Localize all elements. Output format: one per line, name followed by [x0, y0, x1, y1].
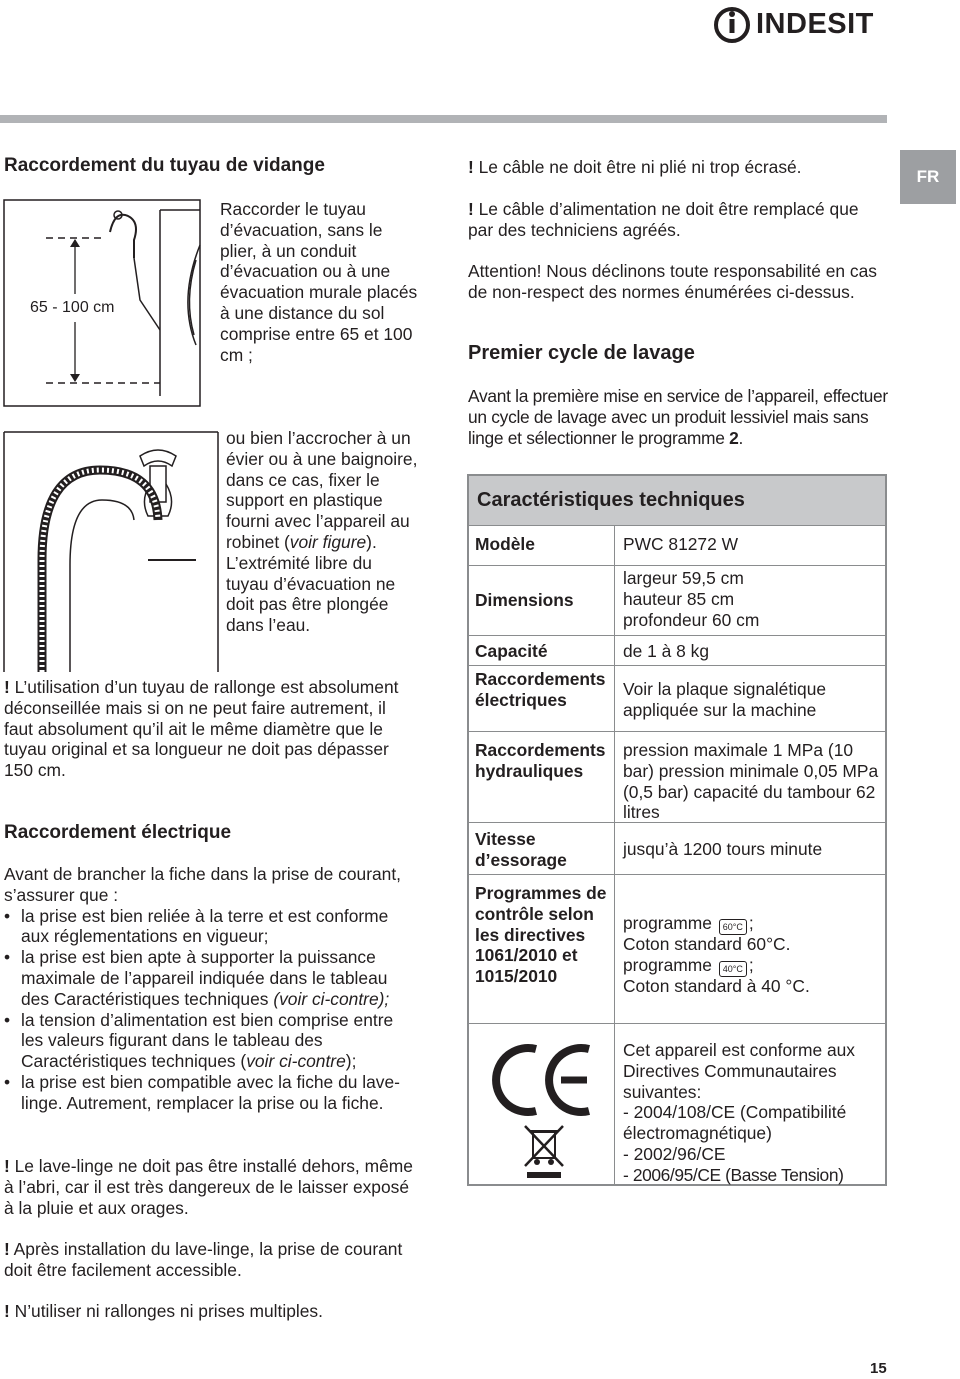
header-rule: [0, 115, 887, 123]
spec-value-model: PWC 81272 W: [623, 534, 739, 554]
control-program-60: programme 60°C ;: [623, 913, 754, 933]
outdoor-warning: [4, 1156, 418, 1218]
control-program-60-name: Coton standard 60°C.: [623, 934, 791, 954]
brand-power-icon: [712, 4, 752, 44]
electric-body: [4, 864, 418, 1114]
checklist-item-voltage-ref: voir ci-contre: [246, 1051, 346, 1072]
spec-row-spin: [469, 822, 885, 875]
cable-replace-warning-text: Le câble d’alimentation ne doit être remplacé que par des techniciens agréés.: [468, 199, 859, 240]
spec-row-model: [469, 525, 885, 566]
spec-label-electrical: Raccordements électriques: [475, 669, 606, 710]
checklist-item-power: [4, 947, 418, 1009]
directive-emc: - 2004/108/CE (Compatibilité électromagnétique): [623, 1102, 847, 1144]
spec-value-dimensions: [623, 568, 885, 630]
dimension-height: hauteur 85 cm: [623, 588, 735, 609]
drain-text-sink-2: ). L’extrémité libre du tuyau d’évacuation ne doit pas être plongée dans l’eau.: [226, 531, 396, 636]
liability-notice: Attention! Nous déclinons toute responsabilité en cas de non-respect des normes énumérées ci-dessus.: [468, 261, 877, 302]
first-wash-title: Premier cycle de lavage: [468, 342, 695, 364]
spec-row-control-programs: [469, 874, 885, 1185]
drain-text-connect: Raccorder le tuyau d’évacuation, sans le plier, à un conduit d’évacuation ou à une évacuation murale placés à une distance du sol comprise entre 65 et 100 cm ;: [220, 199, 418, 365]
warning-mark: !: [4, 1239, 10, 1259]
access-warning: [4, 1239, 418, 1281]
electric-section-title: Raccordement électrique: [4, 822, 232, 843]
extension-warning: [4, 1301, 418, 1322]
checklist-item-voltage: [4, 1010, 418, 1072]
spec-value-hydraulic: pression maximale 1 MPa (10 bar) pression minimale 0,05 MPa (0,5 bar) capacité du tambour 62 litres: [623, 740, 879, 823]
spec-value-conformity: [623, 1040, 885, 1186]
control-program-40: programme 40°C ;: [623, 954, 754, 975]
first-wash-program: 2: [729, 427, 739, 448]
checklist-item-power-text: la prise est bien apte à supporter la puissance maximale de l’appareil indiquée dans le tableau des Caractéristiques techniques: [21, 947, 388, 1009]
specs-table-title: Caractéristiques techniques: [469, 476, 885, 525]
drain-text-sink-1: ou bien l’accrocher à un évier ou à une baignoire, dans ce cas, fixer le support en plastique fourni avec l’appareil au robinet (: [226, 428, 418, 552]
outdoor-warning-text: Le lave-linge ne doit pas être installé dehors, même à l’abri, car il est très dangereux de le laisser exposé à la pluie et aux orages.: [4, 1156, 413, 1218]
dimension-width: largeur 59,5 cm: [623, 568, 744, 588]
cable-bend-warning-text: Le câble ne doit être ni plié ni trop écrasé.: [473, 157, 802, 177]
warning-mark: !: [4, 1301, 10, 1321]
drain-extension-warning: [4, 677, 418, 781]
electric-intro: Avant de brancher la fiche dans la prise de courant, s’assurer que :: [4, 864, 402, 905]
weee-bin-icon: [519, 1122, 569, 1180]
access-warning-text: Après installation du lave-linge, la prise de courant doit être facilement accessible.: [4, 1239, 403, 1280]
spec-label-dimensions: Dimensions: [475, 590, 574, 610]
spec-value-control-programs: [623, 913, 885, 997]
electric-checklist: [4, 906, 418, 1114]
directive-weee: - 2002/96/CE: [623, 1143, 726, 1164]
cable-replace-warning: [468, 199, 888, 241]
conformity-divider: [469, 1023, 885, 1024]
extension-warning-text: N’utiliser ni rallonges ni prises multiples.: [9, 1301, 323, 1321]
drain-text-sink-figure-ref: voir figure: [289, 531, 367, 552]
spec-label-model: Modèle: [475, 534, 535, 554]
conformity-statement: Cet appareil est conforme aux Directives Communautaires suivantes:: [623, 1040, 855, 1102]
checklist-item-power-ref: (voir ci-contre);: [273, 988, 390, 1009]
control-program-40-name: Coton standard à 40 °C.: [623, 975, 810, 996]
warning-mark: !: [468, 157, 474, 177]
checklist-item-voltage-text: la tension d’alimentation est bien comprise entre les valeurs figurant dans le tableau des Caractéristiques techniques (: [21, 1009, 394, 1072]
drain-extension-warning-text: L’utilisation d’un tuyau de rallonge est absolument déconseillée mais si on ne peut faire autrement, il faut absolument qu’il ait le même diamètre que le tuyau original et sa longueur ne doit pas dépasser 150 cm.: [4, 677, 399, 781]
warning-mark: !: [4, 677, 10, 697]
dimension-depth: profondeur 60 cm: [623, 609, 760, 630]
drain-text-sink: [226, 428, 418, 636]
spec-value-capacity: de 1 à 8 kg: [623, 641, 710, 661]
temperature-60-icon: 60°C: [719, 919, 747, 935]
spec-label-spin: Vitesse d’essorage: [475, 829, 567, 870]
first-wash-body: Avant la première mise en service de l’appareil, effectuer un cycle de lavage avec un produit lessiviel mais sans linge et sélectionner le programme: [468, 386, 888, 448]
first-wash-text: [468, 386, 888, 448]
spec-label-hydraulic: Raccordements hydrauliques: [475, 740, 606, 781]
language-tab: FR: [900, 150, 956, 204]
height-range-label: 65 - 100 cm: [26, 298, 118, 319]
spec-row-hydraulic: [469, 731, 885, 823]
brand-name: INDESIT: [756, 8, 874, 40]
drain-section-title: Raccordement du tuyau de vidange: [4, 155, 325, 176]
warning-mark: !: [468, 199, 474, 219]
spec-label-control-programs: Programmes de contrôle selon les directives 1061/2010 et 1015/2010: [475, 883, 607, 987]
warning-mark: !: [4, 1156, 10, 1176]
cable-bend-warning: [468, 157, 888, 178]
program-word: programme: [623, 913, 712, 933]
drain-hose-illustration: [0, 193, 220, 673]
page-number: 15: [870, 1360, 887, 1377]
spec-row-capacity: [469, 635, 885, 666]
specs-table: [467, 474, 887, 1186]
checklist-item-plug: • la prise est bien compatible avec la fiche du lave-linge. Autrement, remplacer la prise ou la fiche.: [4, 1072, 418, 1114]
first-wash-end: .: [738, 427, 744, 448]
spec-row-electrical: [469, 665, 885, 732]
spec-row-dimensions: [469, 565, 885, 636]
spec-value-electrical: Voir la plaque signalétique appliquée sur la machine: [623, 679, 827, 720]
checklist-item-voltage-end: );: [345, 1051, 357, 1072]
temperature-40-icon: 40°C: [719, 961, 747, 977]
checklist-item-earth: • la prise est bien reliée à la terre et est conforme aux réglementations en vigueur;: [4, 906, 418, 948]
program-word: programme: [623, 954, 712, 975]
brand-logo: [712, 4, 892, 48]
directive-low-voltage: - 2006/95/CE (Basse Tension): [623, 1164, 844, 1185]
spec-value-spin: jusqu’à 1200 tours minute: [623, 839, 823, 859]
spec-label-capacity: Capacité: [475, 641, 548, 661]
